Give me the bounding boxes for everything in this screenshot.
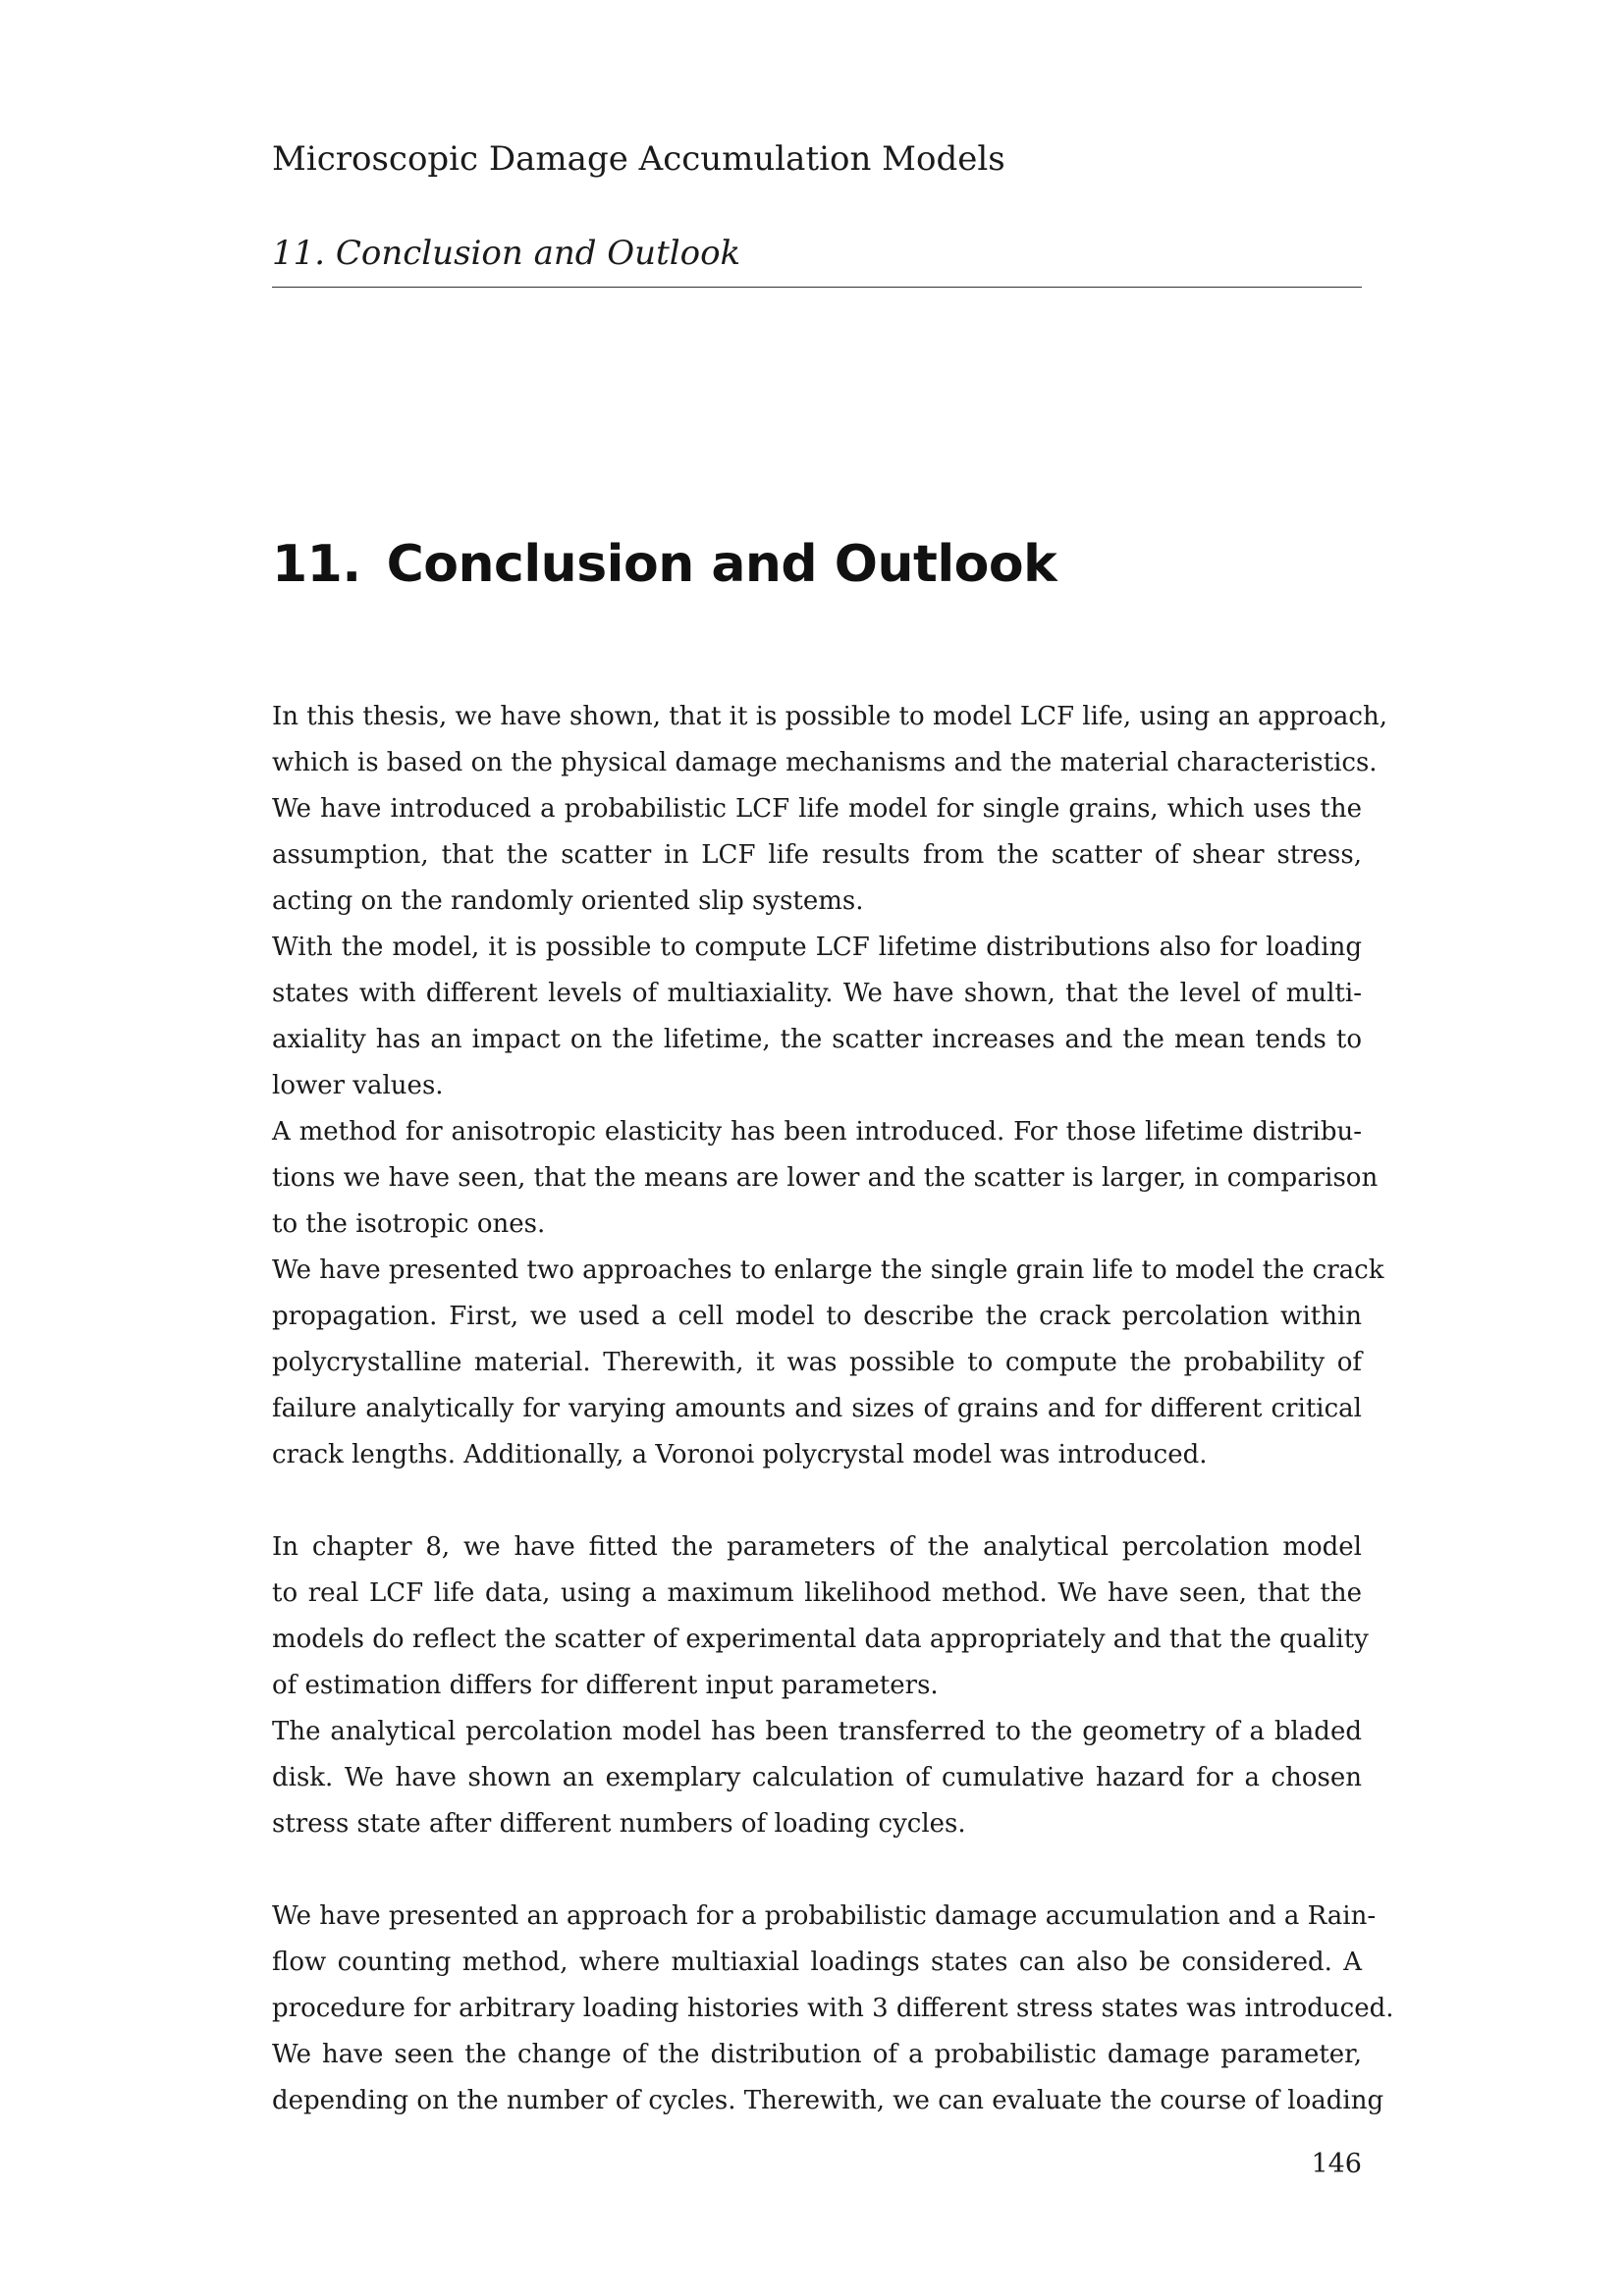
text-line: In this thesis, we have shown, that it is possible to model LCF life, using an approach,: [272, 702, 1387, 731]
text-line: procedure for arbitrary loading histories with 3 different stress states was introduced.: [272, 1994, 1394, 2023]
text-line: crack lengths. Additionally, a Voronoi polycrystal model was introduced.: [272, 1440, 1208, 1469]
chapter-title: Conclusion and Outlook: [386, 535, 1057, 594]
text-line: to the isotropic ones.: [272, 1209, 546, 1239]
text-line: of estimation differs for different input parameters.: [272, 1671, 939, 1700]
paragraph-5: [272, 1524, 1369, 1709]
text-line: lower values.: [272, 1071, 444, 1100]
text-line: We have presented an approach for a probabilistic damage accumulation and a Rain-: [272, 1901, 1377, 1931]
running-header-chapter: 11. Conclusion and Outlook: [272, 234, 741, 273]
text-line: The analytical percolation model has been transferred to the geometry of a bladed: [272, 1717, 1362, 1746]
text-line: failure analytically for varying amounts and sizes of grains and for different critical: [272, 1394, 1362, 1423]
paragraph-7: [272, 1894, 1394, 2124]
page-number: 146: [1311, 2149, 1362, 2179]
text-line: axiality has an impact on the lifetime, the scatter increases and the mean tends to: [272, 1025, 1362, 1054]
body-text: [272, 694, 1394, 2124]
chapter-number: 11.: [272, 535, 361, 594]
text-line: We have introduced a probabilistic LCF life model for single grains, which uses the: [272, 794, 1362, 824]
paragraph-gap: [272, 1847, 1362, 1894]
text-line: to real LCF life data, using a maximum likelihood method. We have seen, that the: [272, 1578, 1362, 1608]
text-line: which is based on the physical damage mechanisms and the material characteristics.: [272, 748, 1378, 777]
text-line: tions we have seen, that the means are lower and the scatter is larger, in comparison: [272, 1163, 1379, 1193]
text-line: We have presented two approaches to enlarge the single grain life to model the crack: [272, 1255, 1384, 1285]
paragraph-1: [272, 694, 1387, 925]
text-line: depending on the number of cycles. Therewith, we can evaluate the course of loading: [272, 2086, 1384, 2115]
chapter-heading: [272, 530, 1362, 599]
text-line: acting on the randomly oriented slip systems.: [272, 886, 864, 916]
text-line: states with different levels of multiaxiality. We have shown, that the level of multi-: [272, 979, 1362, 1008]
text-line: polycrystalline material. Therewith, it was possible to compute the probability of: [272, 1348, 1362, 1377]
text-line: assumption, that the scatter in LCF life results from the scatter of shear stress,: [272, 840, 1362, 870]
paragraph-6: [272, 1709, 1362, 1847]
text-line: A method for anisotropic elasticity has been introduced. For those lifetime distribu-: [272, 1117, 1362, 1147]
text-line: We have seen the change of the distribution of a probabilistic damage parameter,: [272, 2040, 1362, 2069]
paragraph-2: [272, 925, 1362, 1109]
text-line: disk. We have shown an exemplary calculation of cumulative hazard for a chosen: [272, 1763, 1362, 1792]
header-rule: [272, 287, 1362, 288]
text-line: propagation. First, we used a cell model to describe the crack percolation within: [272, 1302, 1362, 1331]
text-line: stress state after different numbers of loading cycles.: [272, 1809, 966, 1839]
text-line: models do reflect the scatter of experimental data appropriately and that the quality: [272, 1625, 1369, 1654]
paragraph-3: [272, 1109, 1379, 1248]
text-line: With the model, it is possible to compute LCF lifetime distributions also for loading: [272, 933, 1362, 962]
paragraph-gap: [272, 1478, 1362, 1524]
text-line: In chapter 8, we have fitted the parameters of the analytical percolation model: [272, 1532, 1362, 1562]
paragraph-4: [272, 1248, 1384, 1478]
running-header-title: Microscopic Damage Accumulation Models: [272, 139, 1005, 179]
text-line: flow counting method, where multiaxial loadings states can also be considered. A: [272, 1948, 1362, 1977]
